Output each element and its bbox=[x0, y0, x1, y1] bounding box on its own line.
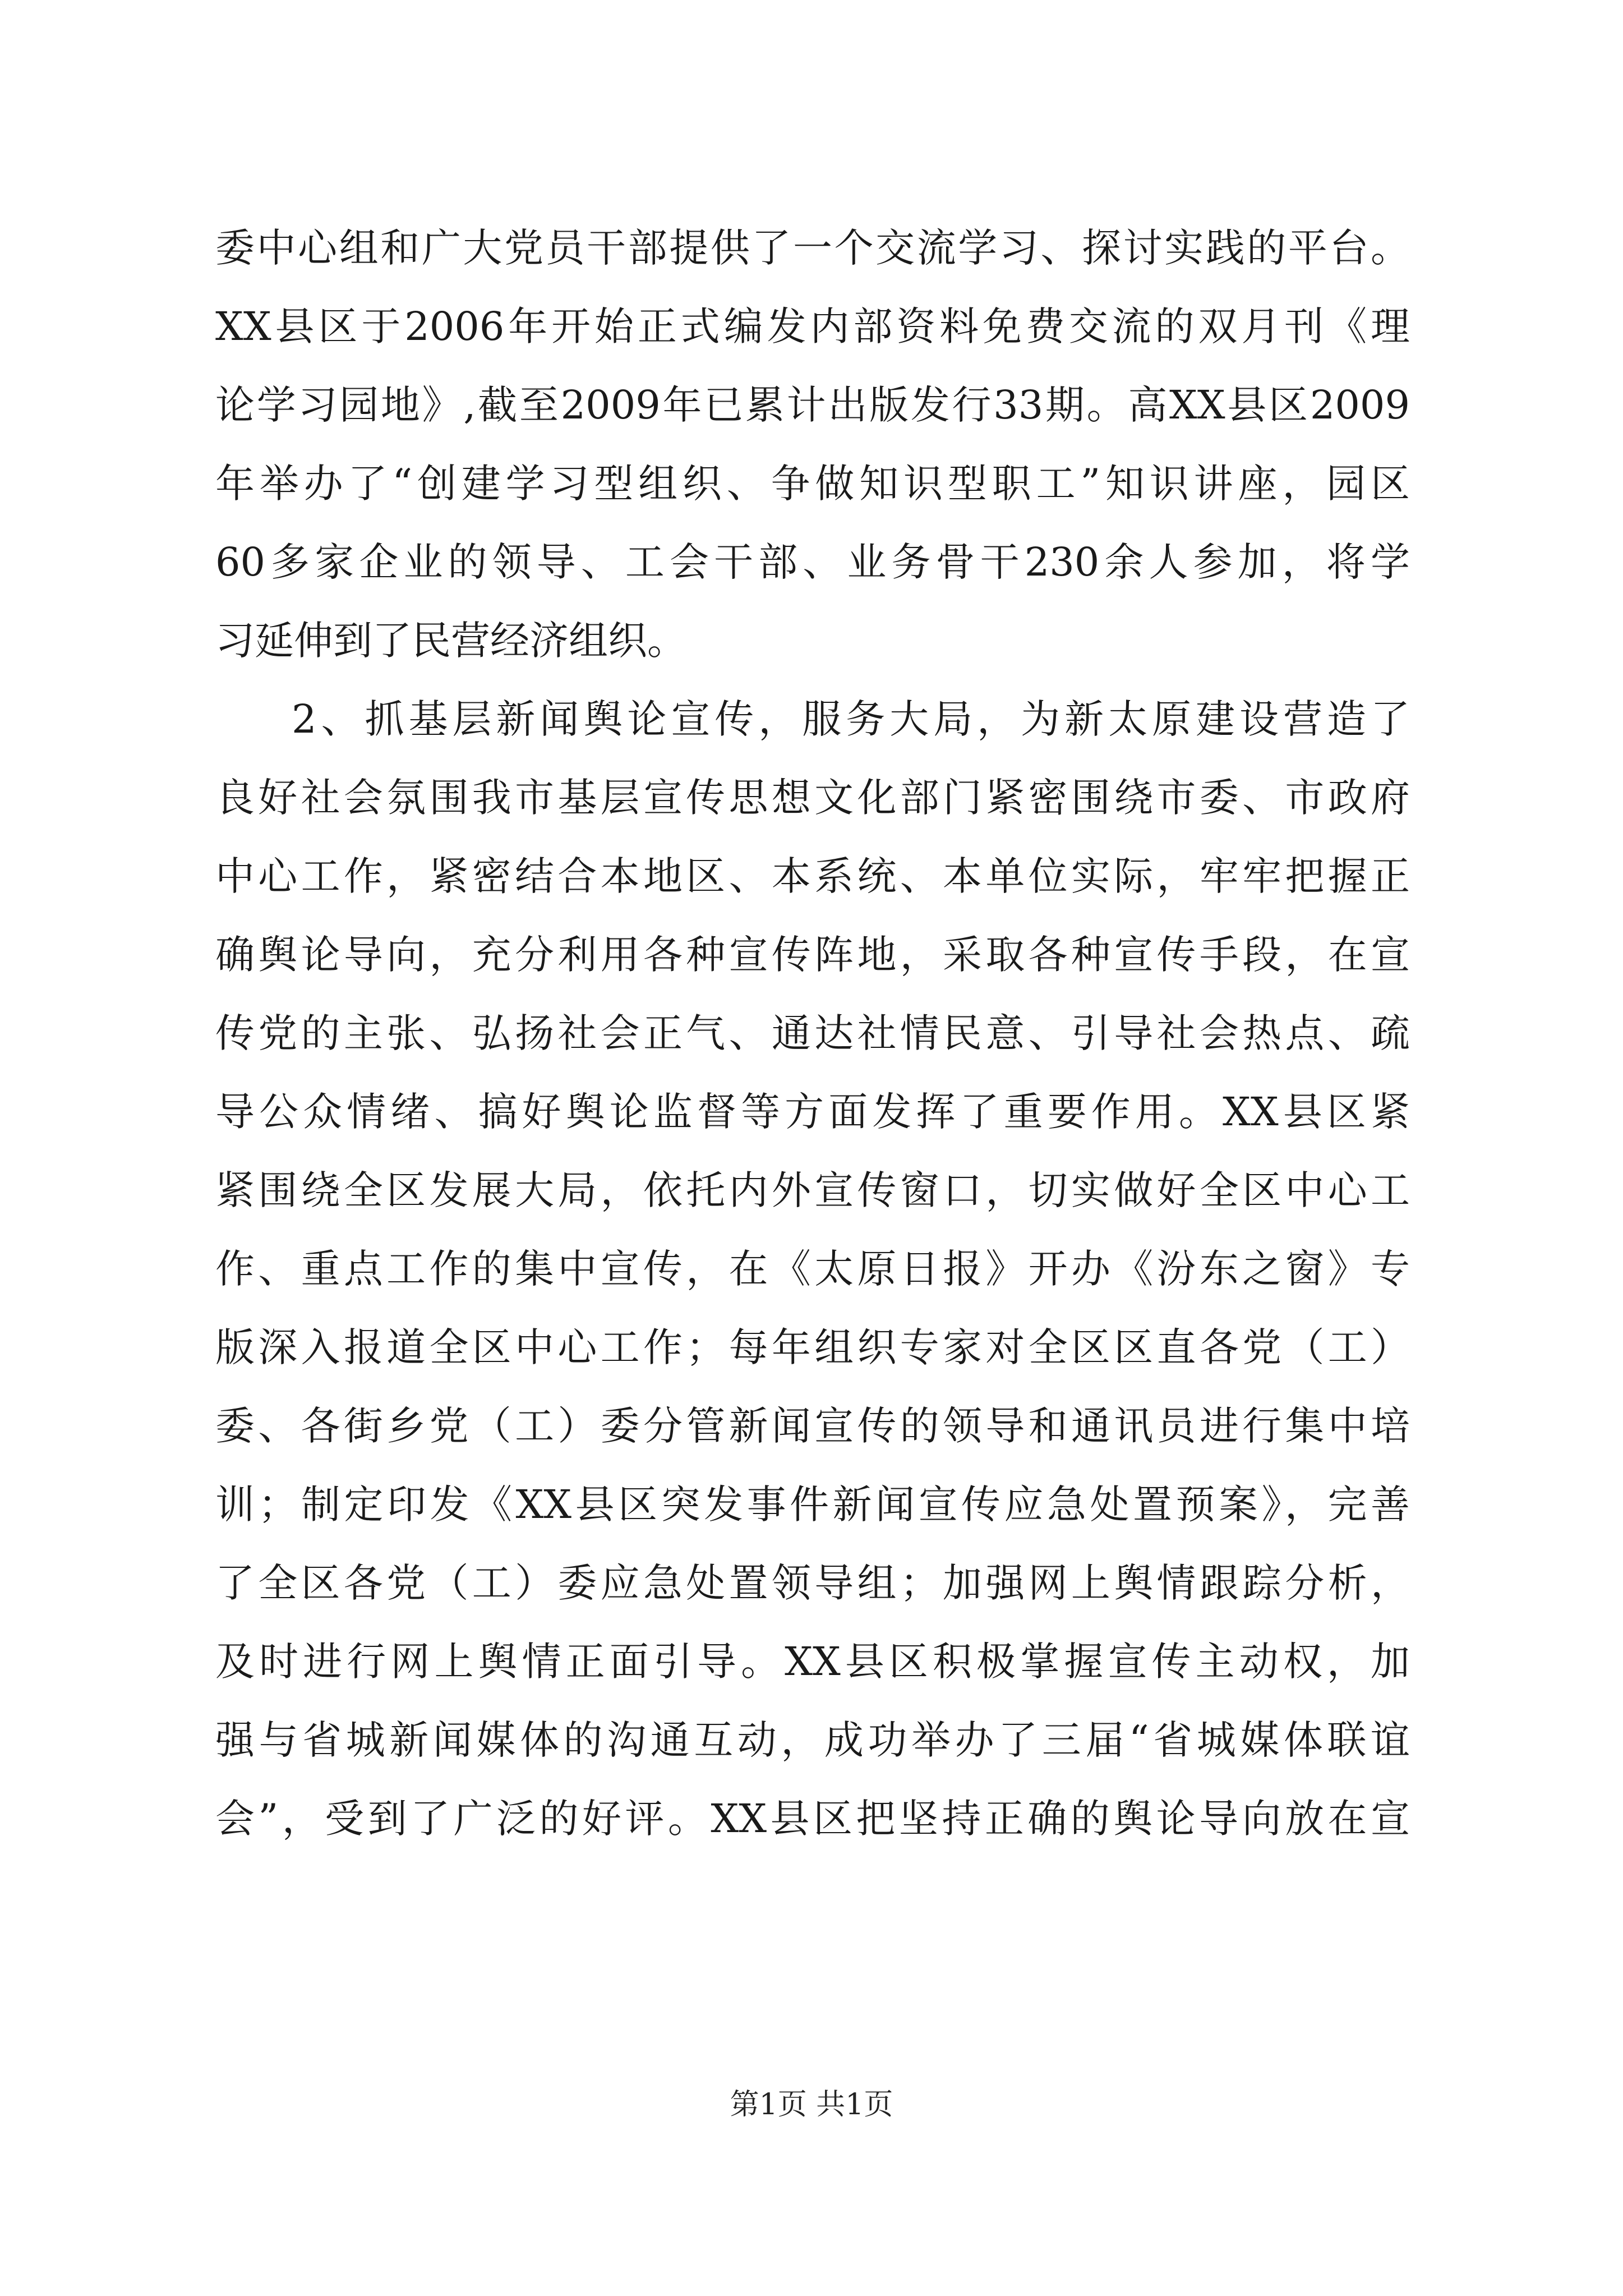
paragraph-2-first-line: 2、抓基层新闻舆论宣传，服务大局，为新太原建设营造了 bbox=[292, 696, 1410, 742]
page-number-footer: 第1页 共1页 bbox=[730, 2088, 893, 2122]
text-line-1: 委中心组和广大党员干部提供了一个交流学习、探讨实践的平台。 bbox=[215, 225, 1410, 271]
text-line-6: 习延伸到了民营经济组织。 bbox=[215, 618, 686, 664]
text-line-3: 论学习园地》,截至2009年已累计出版发行33期。高XX县区2009 bbox=[215, 382, 1410, 428]
text-line-2: XX县区于2006年开始正式编发内部资料免费交流的双月刊《理 bbox=[215, 303, 1410, 349]
text-line-13: 紧围绕全区发展大局，依托内外宣传窗口，切实做好全区中心工 bbox=[215, 1167, 1410, 1213]
text-line-19: 及时进行网上舆情正面引导。XX县区积极掌握宣传主动权，加 bbox=[215, 1639, 1410, 1685]
text-line-17: 训；制定印发《XX县区突发事件新闻宣传应急处置预案》，完善 bbox=[215, 1481, 1410, 1527]
text-line-16: 委、各街乡党（工）委分管新闻宣传的领导和通讯员进行集中培 bbox=[215, 1403, 1410, 1449]
text-line-20: 强与省城新闻媒体的沟通互动，成功举办了三届“省城媒体联谊 bbox=[215, 1717, 1410, 1763]
text-line-15: 版深入报道全区中心工作；每年组织专家对全区区直各党（工） bbox=[215, 1324, 1410, 1370]
text-line-5: 60多家企业的领导、工会干部、业务骨干230余人参加，将学 bbox=[215, 539, 1410, 585]
text-line-8: 良好社会氛围我市基层宣传思想文化部门紧密围绕市委、市政府 bbox=[215, 775, 1410, 821]
text-line-12: 导公众情绪、搞好舆论监督等方面发挥了重要作用。XX县区紧 bbox=[215, 1089, 1410, 1135]
text-line-21: 会”，受到了广泛的好评。XX县区把坚持正确的舆论导向放在宣 bbox=[215, 1796, 1410, 1842]
text-line-9: 中心工作，紧密结合本地区、本系统、本单位实际，牢牢把握正 bbox=[215, 853, 1410, 899]
text-line-14: 作、重点工作的集中宣传，在《太原日报》开办《汾东之窗》专 bbox=[215, 1246, 1410, 1292]
text-line-10: 确舆论导向，充分利用各种宣传阵地，采取各种宣传手段，在宣 bbox=[215, 932, 1410, 978]
text-line-4: 年举办了“创建学习型组织、争做知识型职工”知识讲座，园区 bbox=[215, 461, 1410, 507]
text-line-11: 传党的主张、弘扬社会正气、通达社情民意、引导社会热点、疏 bbox=[215, 1010, 1410, 1056]
text-line-18: 了全区各党（工）委应急处置领导组；加强网上舆情跟踪分析， bbox=[215, 1560, 1410, 1606]
